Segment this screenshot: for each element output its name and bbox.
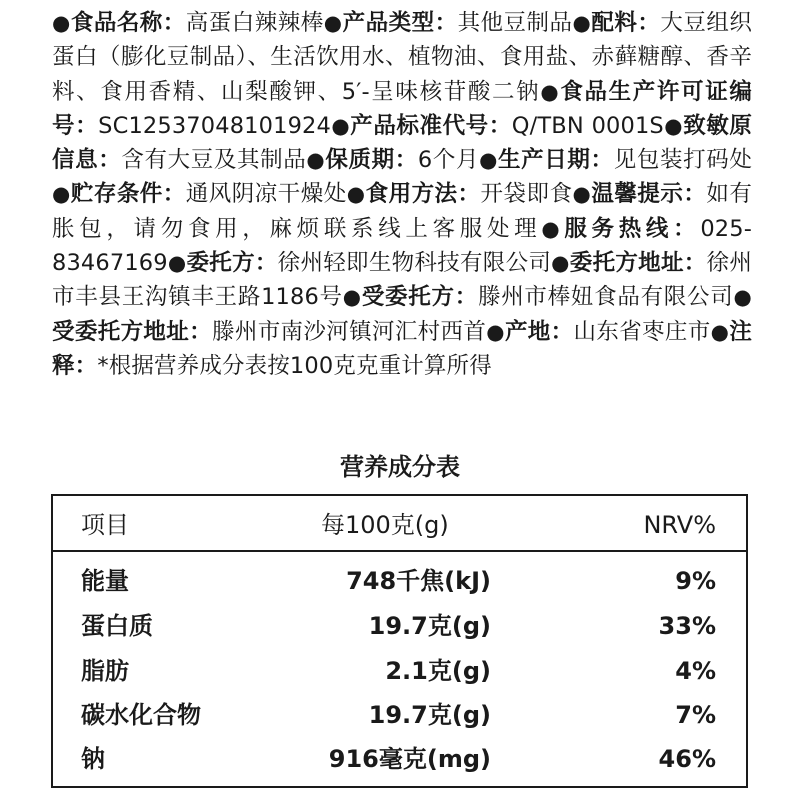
info-label: 食用方法：	[365, 181, 481, 208]
table-row	[53, 693, 746, 737]
bullet-icon: ●	[572, 182, 592, 207]
info-label: 受委托方：	[361, 284, 478, 311]
info-value: 025-83467169	[52, 215, 752, 277]
nutrient-name: 脂肪	[81, 657, 129, 685]
nutrient-value: 19.7克(g)	[368, 701, 491, 729]
info-value: 通风阴凉干燥处	[185, 181, 347, 208]
info-value: 含有大豆及其制品	[121, 147, 307, 174]
header-per-100g: 每100克(g)	[321, 511, 449, 539]
bullet-icon: ●	[540, 79, 561, 104]
info-value: 见包装打码处	[613, 147, 752, 174]
info-label: 温馨提示：	[591, 181, 707, 208]
info-value: 山东省枣庄市	[573, 318, 711, 345]
table-row	[53, 737, 746, 781]
info-value: 滕州市棒妞食品有限公司	[477, 284, 734, 311]
info-value: SC12537048101924	[98, 112, 331, 139]
info-label: 产地：	[504, 318, 574, 345]
info-label: 贮存条件：	[70, 181, 186, 208]
bullet-icon: ●	[342, 285, 362, 310]
bullet-icon: ●	[346, 182, 366, 207]
info-value: 6个月	[417, 147, 480, 174]
info-label: 委托方地址：	[569, 250, 707, 277]
nutrient-name: 蛋白质	[81, 612, 153, 640]
table-row	[53, 649, 746, 693]
info-label: 服务热线：	[564, 215, 701, 242]
info-value: 滕州市南沙河镇河汇村西首	[211, 318, 487, 345]
nutrient-name: 碳水化合物	[81, 701, 201, 729]
info-label: 食品名称：	[70, 10, 186, 36]
bullet-icon: ●	[323, 11, 343, 35]
bullet-icon: ●	[572, 11, 592, 35]
info-value: 开袋即食	[480, 181, 573, 208]
info-label: 食品生产许可证编号：	[52, 78, 753, 139]
bullet-icon: ●	[330, 113, 351, 138]
header-item: 项目	[81, 511, 129, 539]
table-row	[53, 559, 746, 603]
info-label: 致敏原信息：	[52, 112, 752, 174]
info-label: 产品类型：	[342, 10, 458, 36]
nutrition-table-title: 营养成分表	[340, 453, 460, 481]
nutrient-name: 钠	[81, 745, 105, 773]
nutrient-value: 19.7克(g)	[368, 612, 491, 640]
bullet-icon: ●	[541, 216, 565, 241]
info-value: *根据营养成分表按100克克重计算所得	[97, 352, 492, 379]
nutrient-nrv: 9%	[675, 567, 716, 595]
info-value: 高蛋白辣辣棒	[185, 10, 324, 36]
bullet-icon: ●	[306, 148, 326, 173]
info-value: 如有胀包，请勿食用，麻烦联系线上客服处理	[52, 181, 752, 242]
info-label: 受委托方地址：	[52, 318, 212, 345]
nutrient-nrv: 33%	[658, 612, 716, 640]
nutrient-name: 能量	[81, 567, 129, 595]
header-nrv: NRV%	[643, 511, 716, 539]
table-row	[53, 604, 746, 648]
bullet-icon: ●	[52, 182, 71, 207]
bullet-icon: ●	[52, 11, 71, 35]
bullet-icon: ●	[733, 285, 752, 310]
nutrient-value: 916毫克(mg)	[328, 745, 491, 773]
bullet-icon: ●	[167, 251, 187, 276]
info-value: 大豆组织蛋白（膨化豆制品）、生活饮用水、植物油、食用盐、赤藓糖醇、香辛料、食用香精、山梨酸钾、5′-呈味核苷酸二钠	[52, 10, 752, 105]
bullet-icon: ●	[663, 113, 684, 138]
info-value: 其他豆制品	[457, 10, 573, 36]
nutrient-nrv: 4%	[675, 657, 716, 685]
bullet-icon: ●	[486, 319, 505, 344]
bullet-icon: ●	[710, 319, 730, 344]
info-label: 注释：	[52, 318, 752, 379]
nutrient-value: 2.1克(g)	[385, 657, 491, 685]
bullet-icon: ●	[479, 148, 499, 173]
info-label: 委托方：	[186, 250, 278, 277]
info-value: 徐州市丰县王沟镇丰王路1186号	[52, 250, 752, 311]
nutrition-table-header	[53, 496, 746, 552]
info-label: 保质期：	[325, 147, 418, 174]
nutrient-nrv: 7%	[675, 701, 716, 729]
product-info-paragraph	[52, 6, 752, 383]
info-label: 配料：	[591, 10, 661, 36]
nutrient-nrv: 46%	[658, 745, 716, 773]
bullet-icon: ●	[551, 251, 570, 276]
info-label: 产品标准代号：	[350, 112, 512, 139]
info-label: 生产日期：	[498, 147, 614, 174]
info-value: Q/TBN 0001S	[511, 112, 664, 139]
nutrition-table	[51, 494, 748, 788]
nutrient-value: 748千焦(kJ)	[346, 567, 491, 595]
info-value: 徐州轻即生物科技有限公司	[277, 250, 552, 277]
